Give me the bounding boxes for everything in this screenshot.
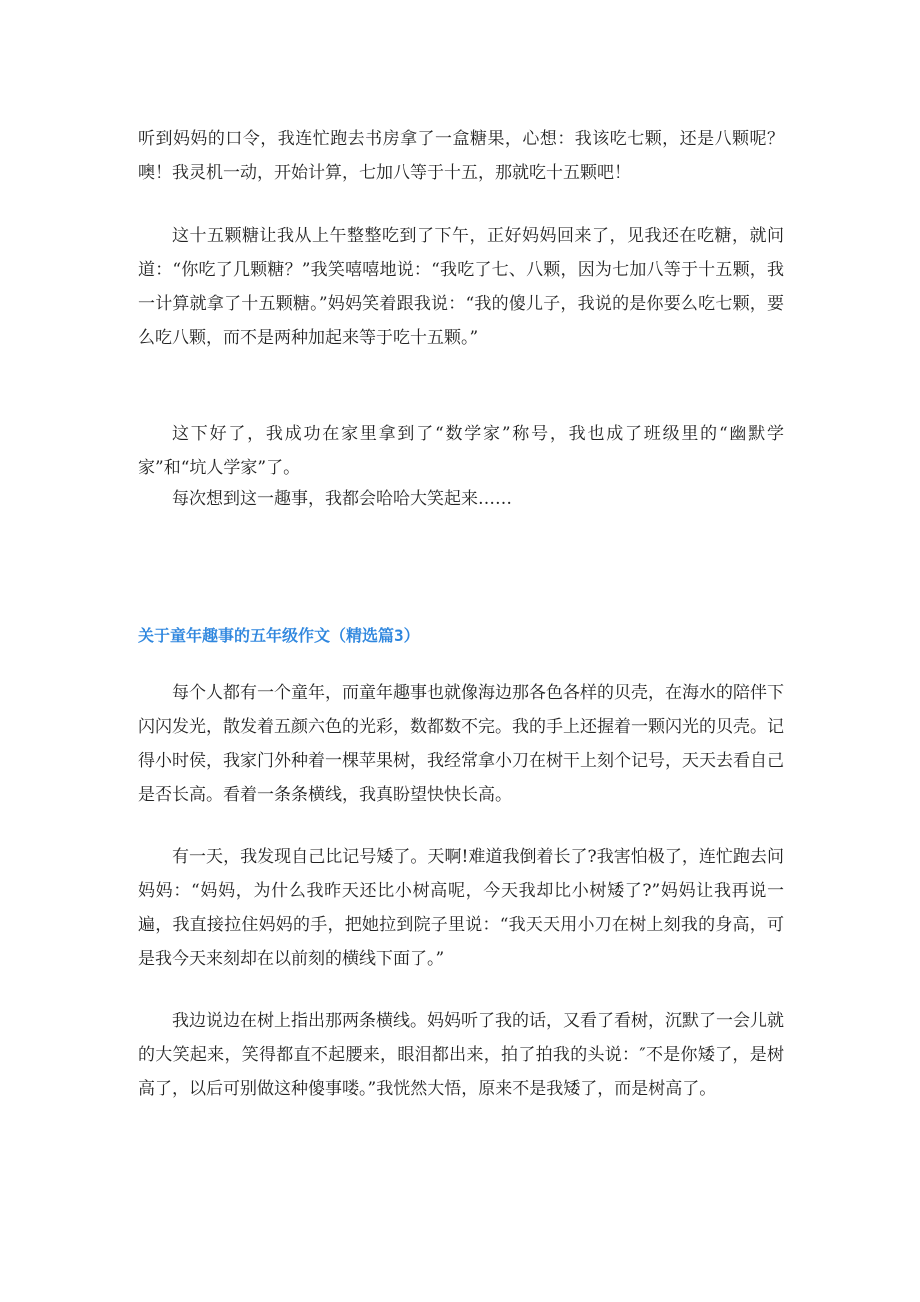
paragraph-tree-grew-taller: 我边说边在树上指出那两条横线。妈妈听了我的话，又看了看树，沉默了一会儿就的大笑起来，笑得都直不起腰来，眼泪都出来，拍了拍我的头说：″不是你矮了，是树高了，以后可别做这种傻事喽。”我恍然大悟，原来不是我矮了，而是树高了。: [138, 1011, 784, 1099]
paragraph-laugh-memory: 每次想到这一趣事，我都会哈哈大笑起来……: [172, 489, 512, 509]
paragraph-mathematician-title: 这下好了，我成功在家里拿到了“数学家”称号，我也成了班级里的“幽默学家”和“坑人学家”了。: [138, 424, 784, 478]
paragraph-shorter-than-mark: 有一天，我发现自己比记号矮了。天啊!难道我倒着长了?我害怕极了，连忙跑去问妈妈：“妈妈，为什么我昨天还比小树高呢，今天我却比小树矮了?”妈妈让我再说一遍，我直接拉住妈妈的手，把她拉到院子里说：“我天天用小刀在树上刻我的身高，可是我今天来刻却在以前刻的横线下面了。”: [138, 847, 784, 969]
paragraph-candy-continued: 听到妈妈的口令，我连忙跑去书房拿了一盒糖果，心想：我该吃七颗，还是八颗呢？噢！我灵机一动，开始计算，七加八等于十五，那就吃十五颗吧！: [138, 129, 784, 183]
paragraph-fifteen-candies: 这十五颗糖让我从上午整整吃到了下午，正好妈妈回来了，见我还在吃糖，就问道：“你吃了几颗糖？”我笑嘻嘻地说：“我吃了七、八颗，因为七加八等于十五颗，我一计算就拿了十五颗糖。”妈妈笑着跟我说：“我的傻儿子，我说的是你要么吃七颗，要么吃八颗，而不是两种加起来等于吃十五颗。”: [138, 226, 784, 348]
section-heading: 关于童年趣事的五年级作文（精选篇3）: [138, 626, 420, 645]
paragraph-childhood-shells: 每个人都有一个童年，而童年趣事也就像海边那各色各样的贝壳，在海水的陪伴下闪闪发光，散发着五颜六色的光彩，数都数不完。我的手上还握着一颗闪光的贝壳。记得小时侯，我家门外种着一棵苹果树，我经常拿小刀在树干上刻个记号，天天去看自己是否长高。看着一条条横线，我真盼望快快长高。: [138, 683, 784, 805]
